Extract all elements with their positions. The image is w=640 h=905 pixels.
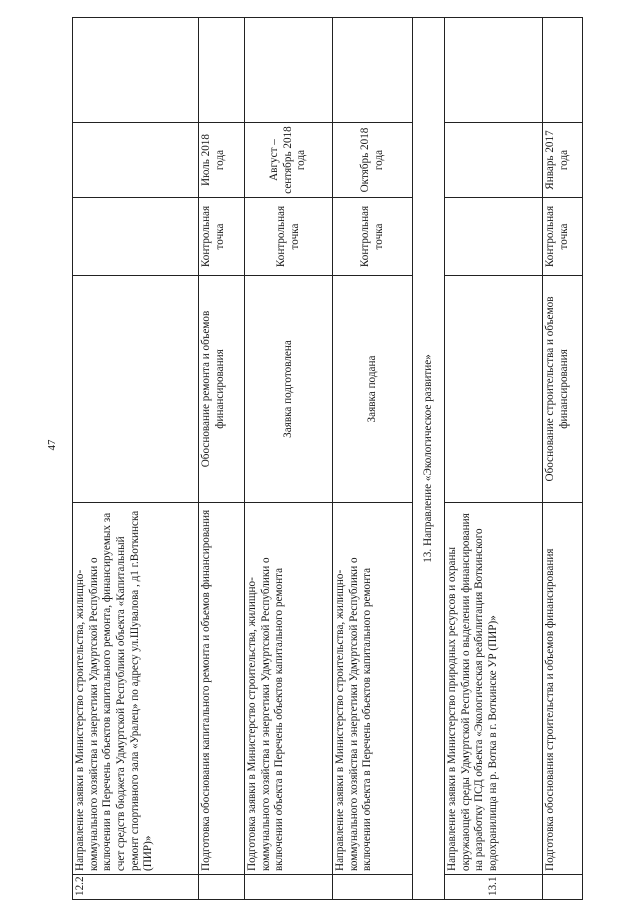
action-cell: Подготовка обоснования строительства и объемов финансирования	[543, 503, 583, 875]
row-number: 13.1	[445, 875, 543, 900]
result-cell: Обоснование строительства и объемов финансирования	[543, 276, 583, 503]
row-number	[199, 875, 245, 900]
row-number	[543, 875, 583, 900]
result-cell	[445, 276, 543, 503]
action-cell: Направление заявки в Министерство природных ресурсов и охраны окружающей среды Удмуртской Республики о выделении финансирования на разработку ПСД объекта «Экологическая реабилитация Воткинского водохранилища на р. Вотка в г. Воткинске УР (ПИР)»	[445, 503, 543, 875]
term-cell: Август – сентябрь 2018 года	[245, 123, 333, 198]
action-cell: Подготовка заявки в Министерство строительства, жилищно-коммунального хозяйства и энергетики Удмуртской Республики о включении объекта в Перечень объектов капитального ремонта	[245, 503, 333, 875]
type-cell: Контрольная точка	[199, 198, 245, 276]
table-row	[73, 18, 199, 900]
row-number	[245, 875, 333, 900]
section-title: 13. Направление «Экологическое развитие»	[413, 18, 445, 900]
table-row	[245, 18, 333, 900]
table-row	[543, 18, 583, 900]
type-cell: Контрольная точка	[333, 198, 413, 276]
responsible-cell	[543, 18, 583, 123]
responsible-cell	[445, 18, 543, 123]
term-cell	[445, 123, 543, 198]
type-cell	[445, 198, 543, 276]
row-number: 12.2	[73, 875, 199, 900]
action-cell: Направление заявки в Министерство строительства, жилищно-коммунального хозяйства и энергетики Удмуртской Республики о включении в Перечень объектов капитального ремонта, финансируемых за счет средств бюджета Удмуртской Республики объекта «Капитальный ремонт спортивного зала «Уралец» по адресу ул.Шувалова , д1 г.Воткинска (ПИР)»	[73, 503, 199, 875]
result-cell: Заявка подана	[333, 276, 413, 503]
result-cell: Заявка подготовлена	[245, 276, 333, 503]
responsible-cell	[73, 18, 199, 123]
plan-table	[72, 17, 583, 900]
action-cell: Подготовка обоснования капитального ремонта и объемов финансирования	[199, 503, 245, 875]
responsible-cell	[245, 18, 333, 123]
table-row	[445, 18, 543, 900]
term-cell: Октябрь 2018 года	[333, 123, 413, 198]
responsible-cell	[333, 18, 413, 123]
result-cell: Обоснование ремонта и объемов финансирования	[199, 276, 245, 503]
table-row	[333, 18, 413, 900]
result-cell	[73, 276, 199, 503]
term-cell: Июль 2018 года	[199, 123, 245, 198]
page-number: 47	[46, 439, 58, 451]
section-row	[413, 18, 445, 900]
term-cell	[73, 123, 199, 198]
responsible-cell	[199, 18, 245, 123]
action-cell: Направление заявки в Министерство строительства, жилищно-коммунального хозяйства и энергетики Удмуртской Республики о включении объекта в Перечень объектов капитального ремонта	[333, 503, 413, 875]
type-cell	[73, 198, 199, 276]
row-number	[333, 875, 413, 900]
term-cell: Январь 2017 года	[543, 123, 583, 198]
type-cell: Контрольная точка	[543, 198, 583, 276]
table-row	[199, 18, 245, 900]
type-cell: Контрольная точка	[245, 198, 333, 276]
